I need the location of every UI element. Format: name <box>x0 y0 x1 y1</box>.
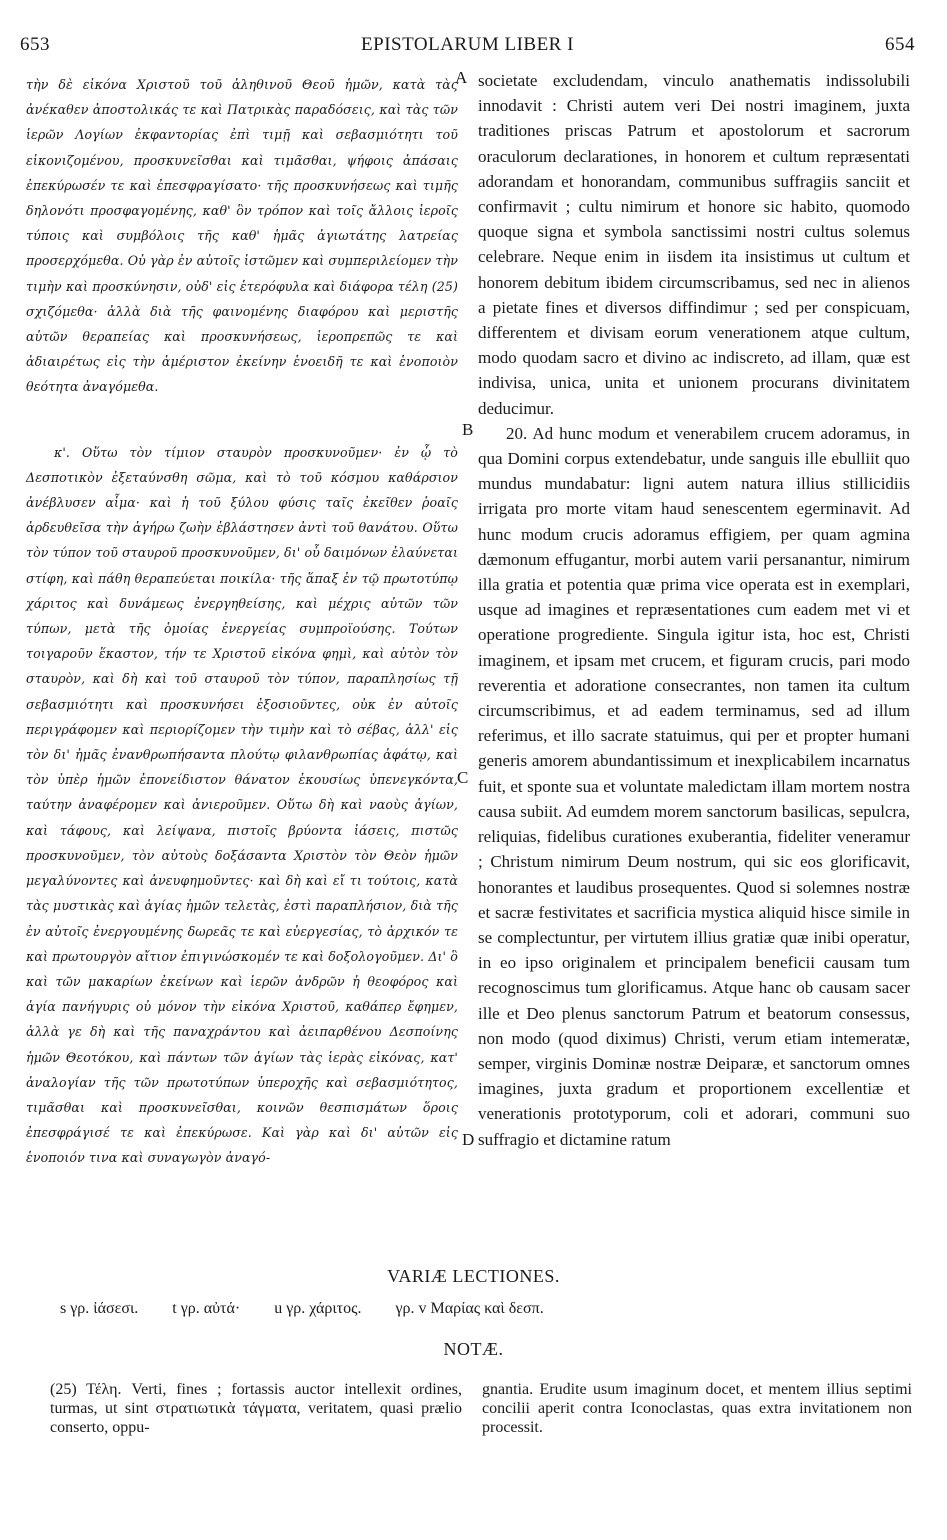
latin-column <box>478 68 910 1152</box>
variae-lectiones-title: VARIÆ LECTIONES. <box>387 1266 560 1286</box>
latin-paragraph-1: societate excludendam, vinculo anathematis indissolubili innodavit : Christi autem veri Dei nostri imaginem, juxta traditiones priscas Patrum et apostolorum et sacrorum oraculorum declarationes, in honorem et cultum repræsentati adorandam et honorandam, communibus suffragiis sanciit et confirmavit ; cultu nimirum et honore sic habito, quomodo quoque signa et symbola sanctissimi nostri cultus solemus celebrare. Neque enim in iisdem ita insistimus ut cultum et honorem debitum ibidem circumscribamus, sed nec in alienos a pietate fines et diversos diffindimur ; sed per conspicuam, differentem et divisam eorum venerationem atque cultum, modo quodam sacro et divino ac indiscreto, ad illam, quæ est indivisa, unica, unita et unionem procurans divinitatem deducimur. <box>478 71 910 418</box>
note-text-left: (25) Τέλη. Verti, fines ; fortassis auctor intellexit ordines, turmas, ut sint στρατιωτικὰ τάγματα, veritatem, quasi prælio conserto, oppu- <box>50 1381 462 1436</box>
variant-reading: γρ. v Μαρίας καὶ δεσπ. <box>395 1300 544 1317</box>
variae-lectiones-list <box>60 1300 900 1318</box>
greek-column <box>26 72 458 1171</box>
note-column-left <box>50 1380 462 1437</box>
note-text-right: gnantia. Erudite usum imaginum docet, et mentem illius septimi concilii aperit contra Iconoclastas, quas extra invitationem non processit. <box>482 1381 912 1436</box>
variant-reading: s γρ. ἰάσεσι. <box>60 1300 139 1317</box>
margin-letter-c: C <box>457 768 469 787</box>
page-number-left: 653 <box>20 34 50 55</box>
running-title: EPISTOLARUM LIBER I <box>361 34 574 55</box>
notae-title: NOTÆ. <box>443 1339 504 1359</box>
note-column-right <box>482 1380 912 1437</box>
greek-paragraph-1: τὴν δὲ εἰκόνα Χριστοῦ τοῦ ἀληθινοῦ Θεοῦ ἡμῶν, κατὰ τὰς ἀνέκαθεν ἀποστολικάς τε καὶ Πατρικὰς παραδόσεις, καὶ τὰς τῶν ἱερῶν Λογίων ἐκφαντορίας ἐπὶ τιμῇ καὶ σεβασμιότητι τοῦ εἰκονιζομένου, προσκυνεῖσθαι καὶ τιμᾶσθαι, ψήφοις ἁπάσαις ἐπεκύρωσέν τε καὶ ἐπεσφραγίσατο· τῆς προσκυνήσεως καὶ τιμῆς δηλονότι προσφαγομένης, καθ' ὃν τρόπον καὶ τοῖς ἄλλοις ἱεροῖς τύποις καὶ συμβόλοις τῆς καθ' ἡμᾶς ἁγιωτάτης λατρείας προσερχόμεθα. Οὐ γὰρ ἐν αὐτοῖς ἱστῶμεν καὶ συμπεριλείομεν τὴν τιμὴν καὶ προσκύνησιν, οὐδ' εἰς ἑτερόφυλα καὶ διάφορα τέλη (25) σχιζόμεθα· ἀλλὰ διὰ τῆς φαινομένης διαφόρου καὶ μεριστῆς αὐτῶν θεραπείας καὶ προσκυνήσεως, ἱεροπρεπῶς τε καὶ ἀδιαιρέτως εἰς τὴν ἀμέριστον ἐκείνην ἑνοειδῆ τε καὶ ἑνοποιὸν θεότητα ἀναγόμεθα. <box>26 77 458 395</box>
page-number-right: 654 <box>885 34 915 55</box>
margin-letter-d: D <box>462 1130 475 1149</box>
margin-letter-b: B <box>462 420 474 439</box>
margin-letter-a: A <box>455 68 468 87</box>
variant-reading: u γρ. χάριτος. <box>274 1300 362 1317</box>
latin-paragraph-2: 20. Ad hunc modum et venerabilem crucem adoramus, in qua Domini corpus extendebatur, unde sanguis ille ebulliit quo mundus mundabatur: ligni autem natura illius stillicidiis irrigata pro morte vitam haud senescentem egerminavit. Ad hunc modum crucis adoramus effigiem, per quam agmina dæmonum effugantur, morbi autem varii persanantur, nimirum illa gratia et potentia quæ prima vice operata est in exemplari, usque ad imagines et repræsentationes cum eadem met vi et operatione progrediente. Singula igitur ista, hoc est, Christi imaginem, et ipsam met crucem, et figuram crucis, pari modo reverentia et adoratione consecrantes, non tamen ita cultum circumscribimus, et ad eadem terminamus, sed ad illum referimus, et illo sacrate statuimus, qui per et propter humani generis amorem abundantissimum et inexplicabilem incarnatus fuit, et sponte sua et voluntate maledictam illam mortem nostra causa subiit. Ad eumdem morem sanctorum basilicas, sepulcra, reliquias, fidelibus curationes exuberantia, fideliter veneramur ; Christum nimirum Deum nostrum, qui sic eos glorificavit, honorantes et laudibus prosequentes. Quod si solemnes nostræ et sacræ festivitates et sacrificia mystica aliquid hisce simile in se complectuntur, per virtutem illius gratiæ quæ inibi operatur, in eo ipso originalem et principalem beneficii causam tum recognoscimus tum glorificamus. Atque hanc ob causam sacer ille et Deo plenus sanctorum Patrum et beatorum consessus, non modo (quod diximus) Christi, verum etiam intemeratæ, semper, virginis Dominæ nostræ Deiparæ, et sanctorum omnes imagines, juxta gradum et proportionem excellentiæ et venerationis prototyporum, coli et adorari, communi suo suffragio et dictamine ratum <box>478 423 910 1149</box>
page-header <box>20 34 915 56</box>
greek-paragraph-2: κ'. Οὕτω τὸν τίμιον σταυρὸν προσκυνοῦμεν· ἐν ᾧ τὸ Δεσποτικὸν ἐξεταύνσθη σῶμα, καὶ τὸ τοῦ κόσμου καθάρσιον ἀνέβλυσεν αἷμα· καὶ ἡ τοῦ ξύλου φύσις ταῖς ἐκεῖθεν ῥοαῖς ἀρδευθεῖσα τὴν ἀγήρω ζωὴν ἐβλάστησεν ἀντὶ τοῦ θανάτου. Οὕτω τὸν τύπον τοῦ σταυροῦ προσκυνοῦμεν, δι' οὗ δαιμόνων ἐλαύνεται στίφη, καὶ πάθη θεραπεύεται ποικίλα· τῆς ἅπαξ ἐν τῷ πρωτοτύπῳ χάριτος καὶ δυνάμεως ἐνεργηθείσης, καὶ μέχρις αὐτῶν τῶν τύπων, μετὰ τῆς ὁμοίας ἐνεργείας συμπροϊούσης. Τούτων τοιγαροῦν ἕκαστον, τήν τε Χριστοῦ εἰκόνα φημὶ, καὶ αὐτὸν τὸν σταυρὸν, καὶ δὴ καὶ τοῦ σταυροῦ τὸν τύπον, παραπλησίως τῇ σεβασμιότητι καὶ προσκυνήσει ἐξοσιοῦντες, οὐκ ἐν αὐτοῖς περιγράφομεν καὶ περιορίζομεν τὴν τιμὴν καὶ τὸ σέβας, ἀλλ' εἰς τὸν δι' ἡμᾶς ἐνανθρωπήσαντα πλούτῳ φιλανθρωπίας ἀφάτῳ, καὶ τὸν ὑπὲρ ἡμῶν ἐπονείδιστον θάνατον ἑκουσίως ὑπενεγκόντα, ταύτην ἀναφέρομεν καὶ ἀνιεροῦμεν. Οὕτω δὴ καὶ ναοὺς ἁγίων, καὶ τάφους, καὶ λείψανα, πιστοῖς βρύοντα ἰάσεις, πιστῶς προσκυνοῦμεν, τὸν αὐτοὺς δοξάσαντα Χριστὸν τὸν Θεὸν ἡμῶν μεγαλύνοντες καὶ ἀνευφημοῦντες· καὶ δὴ καὶ εἴ τι τούτοις, κατὰ τὰς μυστικὰς καὶ ἁγίας ἡμῶν τελετὰς, ἐστὶ παραπλήσιον, διὰ τῆς ἐν αὐτοῖς ἐνεργουμένης δωρεᾶς τε καὶ εὐεργεσίας, τὸ ἀρχικόν τε καὶ πρωτουργὸν αἴτιον ἐπιγινώσκομέν τε καὶ δοξολογοῦμεν. Δι' ὃ καὶ τῶν μακαρίων ἐκείνων καὶ ἱερῶν ἀνδρῶν ἡ θεοφόρος καὶ ἁγία πανήγυρις οὐ μόνον τὴν εἰκόνα Χριστοῦ, καθάπερ ἔφημεν, ἀλλὰ γε δὴ καὶ τῆς παναχράντου καὶ ἀειπαρθένου Δεσποίνης ἡμῶν Θεοτόκου, καὶ πάντων τῶν ἁγίων τὰς ἱερὰς εἰκόνας, κατ' ἀναλογίαν τῆς τῶν πρωτοτύπων ὑπεροχῆς καὶ σεβασμιότητος, τιμᾶσθαι καὶ προσκυνεῖσθαι, κοινῶν θεσπισμάτων ὅροις ἐπεσφράγισέ τε καὶ ἐπεκύρωσε. Καὶ γὰρ καὶ δι' αὐτῶν εἰς ἑνοποιόν τινα καὶ συναγωγὸν ἀναγό- <box>26 444 458 1166</box>
variant-reading: t γρ. αὐτά· <box>172 1300 241 1317</box>
